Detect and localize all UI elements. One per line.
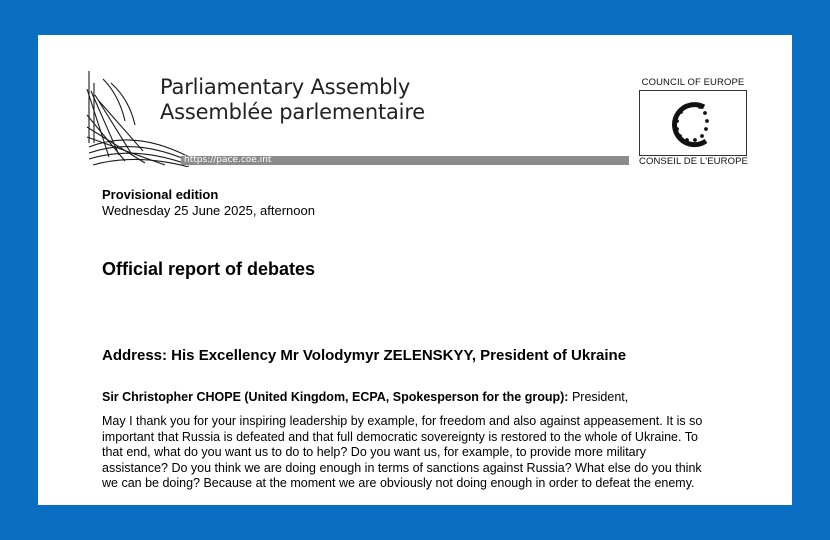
speech-paragraph (102, 414, 728, 492)
header-rule (181, 156, 629, 165)
speaker-line (102, 390, 628, 404)
report-title: Official report of debates (102, 259, 316, 279)
paragraph-line: we can be doing? Because at the moment we are obviously not doing enough in order to defeat the enemy. (102, 476, 695, 491)
speaker-name: Sir Christopher CHOPE (United Kingdom, ECPA, Spokesperson for the group): (102, 390, 569, 404)
document-page (38, 35, 792, 505)
edition-date: Wednesday 25 June 2025, afternoon (102, 203, 315, 218)
paragraph-line: May I thank you for your inspiring leadership by example, for freedom and also against appeasement. It is so (102, 414, 703, 428)
edition-label: Provisional edition (102, 187, 219, 202)
paragraph-line: important that Russia is defeated and that full democratic sovereignty is restored to the whole of Ukraine. To (102, 429, 698, 444)
coe-name-fr: CONSEIL DE L'EUROPE (639, 156, 748, 167)
address-heading: Address: His Excellency Mr Volodymyr ZELENSKYY, President of Ukraine (102, 347, 627, 364)
pace-title-fr: Assemblée parlementaire (160, 100, 426, 124)
pace-url-link[interactable]: https://pace.coe.int (184, 155, 272, 165)
paragraph-line: that end, what do you want us to do to help? Do you want us, for example, to provide more military (102, 445, 647, 460)
pace-title (160, 75, 425, 125)
coe-name-en: COUNCIL OF EUROPE (641, 77, 745, 88)
coe-logo-box (639, 90, 747, 156)
paragraph-line: assistance? Do you think we are doing enough in terms of sanctions against Russia? What else do you think (102, 460, 702, 475)
speaker-salutation: President, (568, 390, 629, 404)
pace-title-en: Parliamentary Assembly (160, 75, 411, 99)
coe-stars-logo (640, 91, 746, 155)
